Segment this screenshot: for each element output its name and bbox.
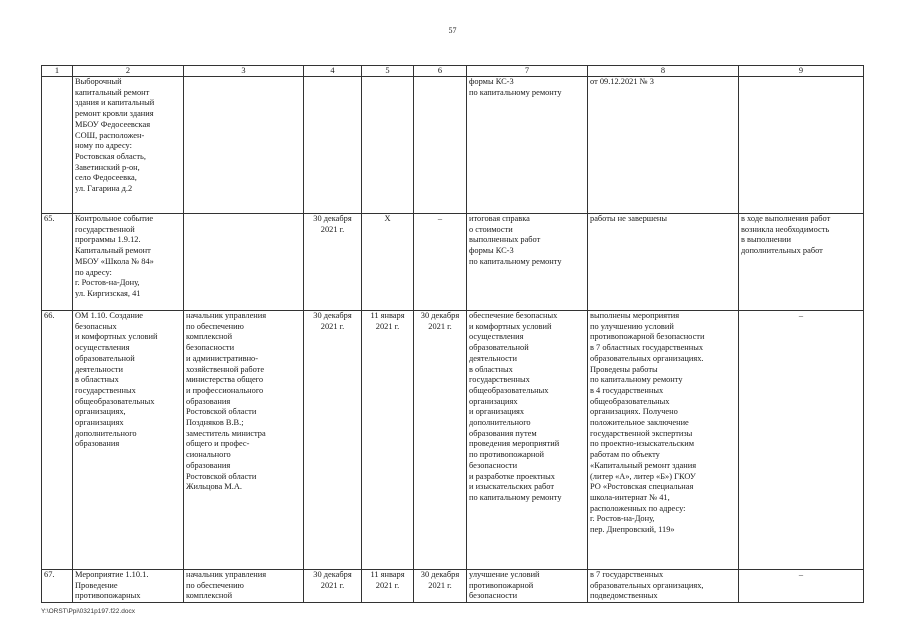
planned-date: 30 декабря 2021 г. — [304, 570, 362, 603]
problems: – — [739, 570, 864, 603]
expected-result: формы КС-3 по капитальному ремонту — [467, 77, 588, 214]
responsible-person — [184, 214, 304, 311]
problems — [739, 77, 864, 214]
table-row — [42, 214, 864, 311]
actual-end: 30 декабря 2021 г. — [414, 311, 467, 570]
expected-result: улучшение условий противопожарной безопасности — [467, 570, 588, 603]
row-number — [42, 77, 73, 214]
problems: – — [739, 311, 864, 570]
actual-start: 11 января 2021 г. — [362, 570, 414, 603]
event-name: Выборочный капитальный ремонт здания и капитальный ремонт кровли здания МБОУ Федосеевская СОШ, расположен- ному по адресу: Ростовская область, Заветинский р-он, село Федосеевка, ул. Гагарина д.2 — [73, 77, 184, 214]
planned-date — [304, 77, 362, 214]
header-cell-7: 7 — [467, 66, 588, 77]
header-cell-6: 6 — [414, 66, 467, 77]
planned-date: 30 декабря 2021 г. — [304, 311, 362, 570]
row-number: 66. — [42, 311, 73, 570]
actual-end: – — [414, 214, 467, 311]
event-name: ОМ 1.10. Создание безопасных и комфортных условий осуществления образовательной деятельности в областных государственных общеобразовательных организациях, организациях дополнительного образования — [73, 311, 184, 570]
actual-result: работы не завершены — [588, 214, 739, 311]
header-cell-4: 4 — [304, 66, 362, 77]
table-row — [42, 311, 864, 570]
header-cell-2: 2 — [73, 66, 184, 77]
actual-result: от 09.12.2021 № 3 — [588, 77, 739, 214]
actual-start: Х — [362, 214, 414, 311]
responsible-person — [184, 77, 304, 214]
row-number: 67. — [42, 570, 73, 603]
event-name: Контрольное событие государственной программы 1.9.12. Капитальный ремонт МБОУ «Школа № 84» по адресу: г. Ростов-на-Дону, ул. Киргизская, 41 — [73, 214, 184, 311]
header-cell-3: 3 — [184, 66, 304, 77]
actual-start: 11 января 2021 г. — [362, 311, 414, 570]
actual-end — [414, 77, 467, 214]
header-cell-1: 1 — [42, 66, 73, 77]
responsible-person: начальник управления по обеспечению комплексной безопасности и административно- хозяйственной работе министерства общего и профессионального образования Ростовской области Поздняков В.В.; заместитель министра общего и профес- сионального образования Ростовской области Жильцова М.А. — [184, 311, 304, 570]
header-cell-8: 8 — [588, 66, 739, 77]
responsible-person: начальник управления по обеспечению комплексной — [184, 570, 304, 603]
table-row — [42, 570, 864, 603]
planned-date: 30 декабря 2021 г. — [304, 214, 362, 311]
actual-result: в 7 государственных образовательных организациях, подведомственных — [588, 570, 739, 603]
actual-result: выполнены мероприятия по улучшению условий противопожарной безопасности в 7 областных государственных образовательных организациях. Проведены работы по капитальному ремонту в 4 государственных общеобразовательных организациях. Получено положительное заключение государственной экспертизы по проектно-изыскательским работам по объекту «Капитальный ремонт здания (литер «А», литер «Б») ГКОУ РО «Ростовская специальная школа-интернат № 41, расположенных по адресу: г. Ростов-на-Дону, пер. Днепровский, 119» — [588, 311, 739, 570]
page-number: 57 — [448, 26, 457, 35]
header-row — [42, 66, 864, 77]
event-name: Мероприятие 1.10.1. Проведение противопожарных — [73, 570, 184, 603]
expected-result: итоговая справка о стоимости выполненных работ формы КС-3 по капитальному ремонту — [467, 214, 588, 311]
row-number: 65. — [42, 214, 73, 311]
table-row — [42, 77, 864, 214]
actual-start — [362, 77, 414, 214]
problems: в ходе выполнения работ возникла необходимость в выполнении дополнительных работ — [739, 214, 864, 311]
header-cell-5: 5 — [362, 66, 414, 77]
file-path-footer: Y:\ORST\Ppi\0321p197.f22.docx — [41, 608, 135, 615]
actual-end: 30 декабря 2021 г. — [414, 570, 467, 603]
expected-result: обеспечение безопасных и комфортных условий осуществления образовательной деятельности в областных государственных общеобразовательных организациях и организациях дополнительного образования путем проведения мероприятий по противопожарной безопасности и разработке проектных и изыскательских работ по капитальному ремонту — [467, 311, 588, 570]
header-cell-9: 9 — [739, 66, 864, 77]
report-table — [41, 65, 864, 603]
